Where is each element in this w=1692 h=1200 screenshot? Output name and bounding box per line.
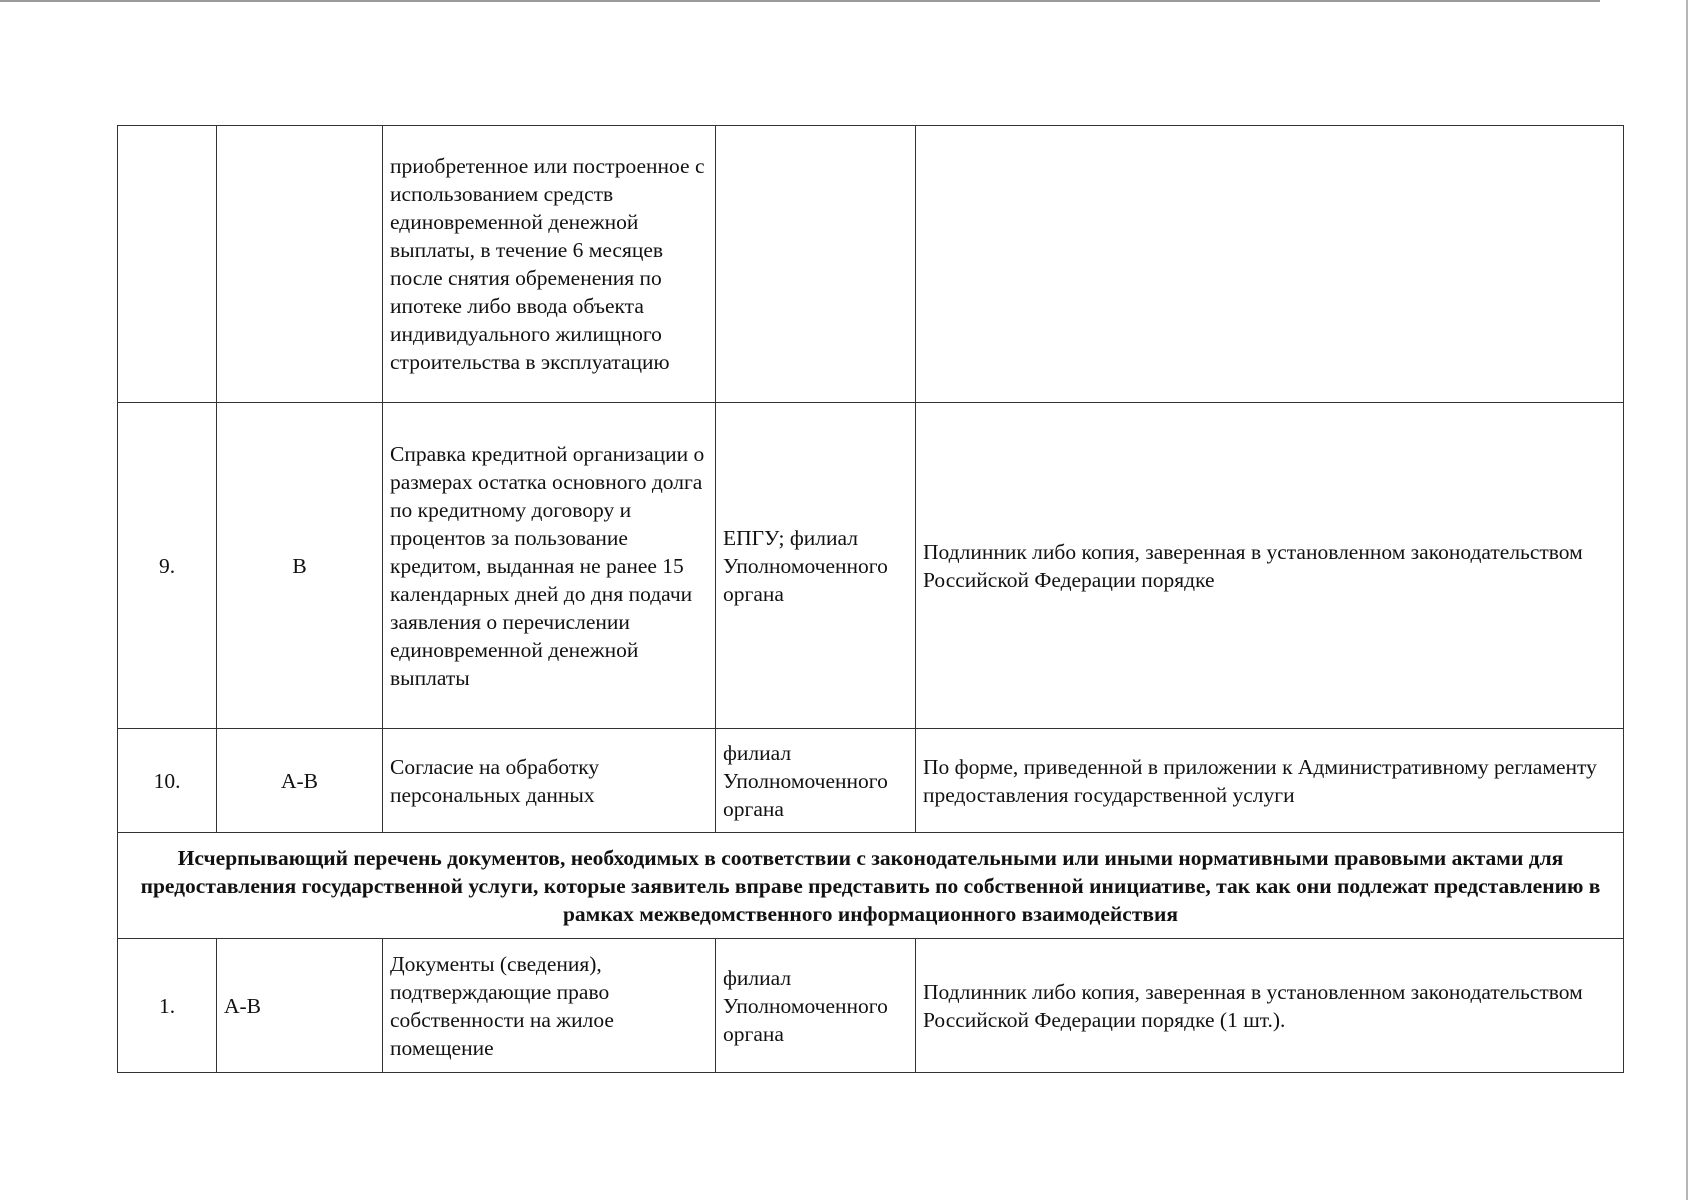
document-source: филиал Уполномоченного органа — [716, 939, 916, 1073]
row-number: 1. — [118, 939, 217, 1073]
applicant-category: А-В — [217, 729, 383, 833]
document-name: Документы (сведения), подтверждающие право собственности на жилое помещение — [383, 939, 716, 1073]
applicant-category: В — [217, 403, 383, 729]
document-requirements: По форме, приведенной в приложении к Административному регламенту предоставления государственной услуги — [916, 729, 1624, 833]
row-number: 9. — [118, 403, 217, 729]
scan-edge-top — [0, 0, 1600, 2]
row-number — [118, 126, 217, 403]
table-row — [118, 403, 1624, 729]
document-source: филиал Уполномоченного органа — [716, 729, 916, 833]
document-requirements: Подлинник либо копия, заверенная в установленном законодательством Российской Федерации порядке — [916, 403, 1624, 729]
document-name: Согласие на обработку персональных данных — [383, 729, 716, 833]
applicant-category — [217, 126, 383, 403]
applicant-category: А-В — [217, 939, 383, 1073]
section-heading: Исчерпывающий перечень документов, необходимых в соответствии с законодательными или иными нормативными правовыми актами для предоставления государственной услуги, которые заявитель вправе представить по собственной инициативе, так как они подлежат представлению в рамках межведомственного информационного взаимодействия — [118, 833, 1624, 939]
document-source: ЕПГУ; филиал Уполномоченного органа — [716, 403, 916, 729]
document-name: Справка кредитной организации о размерах остатка основного долга по кредитному договору и процентов за пользование кредитом, выданная не ранее 15 календарных дней до дня подачи заявления о перечислении единовременной денежной выплаты — [383, 403, 716, 729]
document-source — [716, 126, 916, 403]
row-number: 10. — [118, 729, 217, 833]
document-name: приобретенное или построенное с использованием средств единовременной денежной выплаты, в течение 6 месяцев после снятия обременения по ипотеке либо ввода объекта индивидуального жилищного строительства в эксплуатацию — [383, 126, 716, 403]
documents-table — [117, 125, 1624, 1073]
scan-edge-right — [1686, 0, 1688, 1200]
section-row — [118, 833, 1624, 939]
document-requirements — [916, 126, 1624, 403]
table-row — [118, 939, 1624, 1073]
table-row — [118, 729, 1624, 833]
table-row — [118, 126, 1624, 403]
document-requirements: Подлинник либо копия, заверенная в установленном законодательством Российской Федерации порядке (1 шт.). — [916, 939, 1624, 1073]
